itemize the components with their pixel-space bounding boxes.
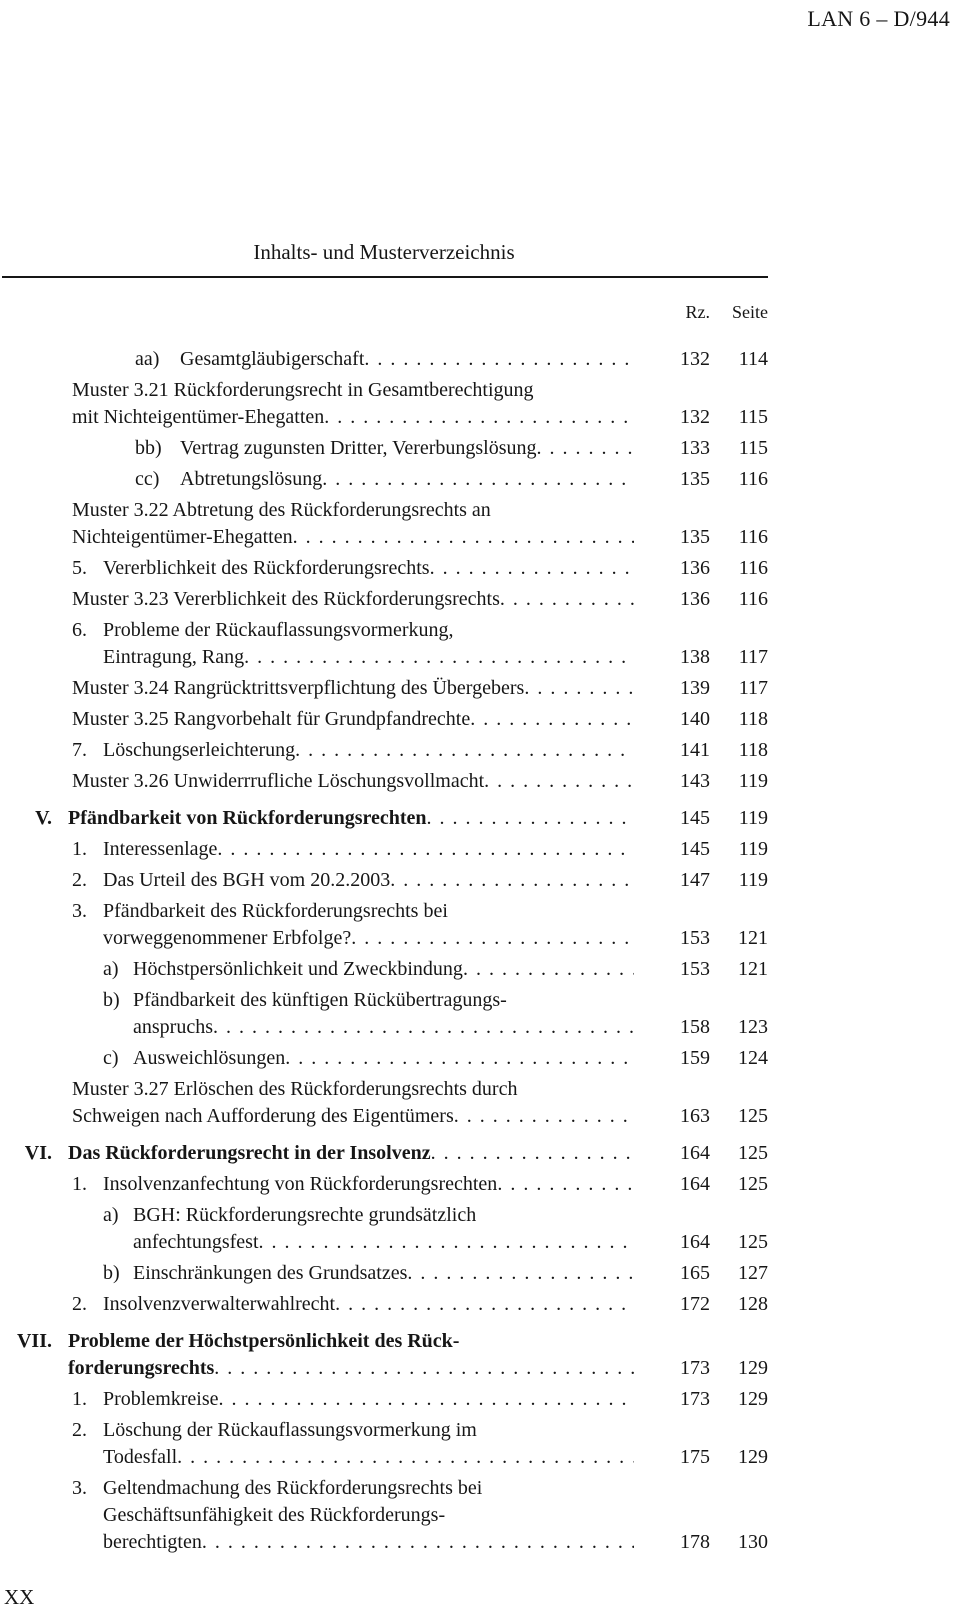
toc-row	[0, 1260, 768, 1287]
toc-row-text: Muster 3.25 Rangvorbehalt für Grundpfandrechte	[72, 708, 471, 730]
toc-row-label: a)	[103, 1204, 119, 1226]
dot-leader	[470, 706, 634, 733]
toc-row-label: V.	[35, 807, 52, 829]
toc-row-text: Problemkreise	[103, 1388, 219, 1410]
dot-leader	[335, 1291, 634, 1318]
toc-row	[0, 1529, 768, 1556]
toc-row	[0, 466, 768, 493]
dot-leader	[219, 1386, 634, 1413]
dot-leader	[322, 466, 634, 493]
toc-row-rz: 153	[680, 927, 710, 949]
toc-row-label: 2.	[72, 1419, 87, 1441]
toc-row-text: forderungsrechts	[68, 1357, 215, 1379]
toc-row	[0, 644, 768, 671]
toc-row	[0, 586, 768, 613]
toc-row-seite: 119	[738, 770, 768, 792]
toc-row-rz: 132	[680, 348, 710, 370]
toc-row	[0, 737, 768, 764]
toc-row-seite: 119	[738, 838, 768, 860]
toc-row-rz: 158	[680, 1016, 710, 1038]
toc-row-text: Löschung der Rückauflassungsvormerkung im	[103, 1419, 477, 1441]
toc-row-label: 1.	[72, 1173, 87, 1195]
toc-row-rz: 135	[680, 526, 710, 548]
dot-leader	[427, 805, 634, 832]
toc-row-text: mit Nichteigentümer-Ehegatten	[72, 406, 325, 428]
toc-row-rz: 147	[680, 869, 710, 891]
toc-row-seite: 121	[738, 927, 768, 949]
toc-row-seite: 119	[738, 869, 768, 891]
toc-row-text: Pfändbarkeit von Rückforderungsrechten	[68, 807, 427, 829]
toc-row-text: vorweggenommener Erbfolge?	[103, 927, 352, 949]
toc-row	[0, 1328, 768, 1355]
toc-row-text: Gesamtgläubigerschaft	[180, 348, 365, 370]
toc-row-text: Insolvenzanfechtung von Rückforderungsrechten	[103, 1173, 498, 1195]
toc-row-rz: 136	[680, 557, 710, 579]
toc-row-text: Ausweichlösungen	[133, 1047, 286, 1069]
dot-leader	[524, 675, 634, 702]
toc-row	[0, 1202, 768, 1229]
toc-row	[0, 898, 768, 925]
toc-row-seite: 116	[738, 468, 768, 490]
dot-leader	[497, 1171, 634, 1198]
toc-row-label: b)	[103, 1262, 120, 1284]
dot-leader	[537, 435, 634, 462]
dot-leader	[431, 1140, 634, 1167]
toc-row-rz: 145	[680, 807, 710, 829]
toc-list	[0, 336, 768, 1556]
toc-row-rz: 178	[680, 1531, 710, 1553]
toc-row	[0, 617, 768, 644]
toc-row-text: Höchstpersönlichkeit und Zweckbindung	[133, 958, 463, 980]
toc-row-seite: 114	[738, 348, 768, 370]
toc-row-label: aa)	[135, 348, 160, 370]
toc-row	[0, 1444, 768, 1471]
toc-row-seite: 123	[738, 1016, 768, 1038]
toc-row-seite: 115	[738, 437, 768, 459]
dot-leader	[202, 1529, 634, 1556]
dot-leader	[293, 524, 634, 551]
toc-row	[0, 805, 768, 832]
toc-row-seite: 116	[738, 588, 768, 610]
toc-row	[0, 1475, 768, 1502]
toc-row-label: cc)	[135, 468, 160, 490]
toc-row	[0, 435, 768, 462]
toc-row-text: Nichteigentümer-Ehegatten	[72, 526, 293, 548]
toc-row-seite: 125	[738, 1173, 768, 1195]
toc-row	[0, 1045, 768, 1072]
column-header-rz: Rz.	[685, 302, 710, 322]
toc-row-text: BGH: Rückforderungsrechte grundsätzlich	[133, 1204, 477, 1226]
toc-row	[0, 1355, 768, 1382]
dot-leader	[484, 768, 634, 795]
toc-row	[0, 1386, 768, 1413]
toc-row-seite: 117	[738, 646, 768, 668]
toc-row	[0, 768, 768, 795]
toc-row-text: Probleme der Rückauflassungsvormerkung,	[103, 619, 454, 641]
toc-row-text: Probleme der Höchstpersönlichkeit des Rück-	[68, 1330, 460, 1352]
page-number: XX	[4, 1585, 35, 1609]
toc-row-label: 5.	[72, 557, 87, 579]
toc-row	[0, 1014, 768, 1041]
toc-row-label: 6.	[72, 619, 87, 641]
dot-leader	[463, 956, 634, 983]
toc-row-text: Das Urteil des BGH vom 20.2.2003	[103, 869, 391, 891]
toc-row-seite: 130	[738, 1531, 768, 1553]
toc-row-text: Geltendmachung des Rückforderungsrechts bei	[103, 1477, 483, 1499]
toc-row-label: b)	[103, 989, 120, 1011]
toc-row-label: VII.	[16, 1330, 52, 1352]
toc-row-rz: 136	[680, 588, 710, 610]
toc-row-text: Pfändbarkeit des Rückforderungsrechts bei	[103, 900, 448, 922]
document-reference: LAN 6 – D/944	[807, 6, 950, 31]
toc-row-rz: 139	[680, 677, 710, 699]
toc-row	[0, 956, 768, 983]
toc-row-label: VI.	[24, 1142, 52, 1164]
toc-row-text: anfechtungsfest	[133, 1231, 259, 1253]
toc-row-rz: 138	[680, 646, 710, 668]
toc-row	[0, 1291, 768, 1318]
toc-row	[0, 404, 768, 431]
page-title: Inhalts- und Musterverzeichnis	[253, 240, 515, 264]
toc-row-rz: 153	[680, 958, 710, 980]
toc-row-seite: 118	[738, 708, 768, 730]
toc-row-seite: 129	[738, 1388, 768, 1410]
toc-row	[0, 1140, 768, 1167]
toc-row-label: 3.	[72, 900, 87, 922]
toc-row-label: a)	[103, 958, 119, 980]
toc-row-label: 1.	[72, 1388, 87, 1410]
toc-row	[0, 987, 768, 1014]
toc-row-rz: 173	[680, 1357, 710, 1379]
toc-row-seite: 127	[738, 1262, 768, 1284]
toc-row-seite: 116	[738, 526, 768, 548]
toc-row-text: Muster 3.23 Vererblichkeit des Rückforderungsrechts	[72, 588, 500, 610]
toc-row-text: Vertrag zugunsten Dritter, Vererbungslösung	[180, 437, 537, 459]
toc-row-seite: 117	[738, 677, 768, 699]
toc-row	[0, 706, 768, 733]
toc-row	[0, 836, 768, 863]
toc-row	[0, 346, 768, 373]
toc-row-rz: 163	[680, 1105, 710, 1127]
toc-row-seite: 116	[738, 557, 768, 579]
toc-row-rz: 141	[680, 739, 710, 761]
toc-row-seite: 121	[738, 958, 768, 980]
dot-leader	[295, 737, 634, 764]
title-rule	[2, 276, 768, 278]
toc-row-text: Muster 3.21 Rückforderungsrecht in Gesamtberechtigung	[72, 379, 534, 401]
toc-row	[0, 1171, 768, 1198]
toc-row-label: 3.	[72, 1477, 87, 1499]
column-header	[0, 302, 768, 323]
toc-row	[0, 925, 768, 952]
toc-row-text: Einschränkungen des Grundsatzes	[133, 1262, 408, 1284]
toc-row-rz: 173	[680, 1388, 710, 1410]
toc-row-rz: 175	[680, 1446, 710, 1468]
toc-row-text: Muster 3.24 Rangrücktrittsverpflichtung des Übergebers	[72, 677, 525, 699]
toc-row-rz: 164	[680, 1231, 710, 1253]
dot-leader	[177, 1444, 634, 1471]
toc-row-rz: 164	[680, 1142, 710, 1164]
toc-row	[0, 1502, 768, 1529]
toc-row-seite: 125	[738, 1105, 768, 1127]
dot-leader	[390, 867, 634, 894]
dot-leader	[500, 586, 634, 613]
toc-row	[0, 675, 768, 702]
toc-row-text: Muster 3.27 Erlöschen des Rückforderungsrechts durch	[72, 1078, 518, 1100]
toc-row-rz: 145	[680, 838, 710, 860]
toc-row-text: Vererblichkeit des Rückforderungsrechts	[103, 557, 430, 579]
dot-leader	[430, 555, 634, 582]
toc-row-rz: 143	[680, 770, 710, 792]
dot-leader	[351, 925, 634, 952]
toc-row-text: Pfändbarkeit des künftigen Rückübertragungs-	[133, 989, 507, 1011]
dot-leader	[214, 1355, 634, 1382]
toc-row-text: Insolvenzverwalterwahlrecht	[103, 1293, 336, 1315]
toc-row	[0, 377, 768, 404]
toc-row-rz: 140	[680, 708, 710, 730]
toc-row-text: Muster 3.22 Abtretung des Rückforderungsrechts an	[72, 499, 491, 521]
toc-row-text: Das Rückforderungsrecht in der Insolvenz	[68, 1142, 431, 1164]
toc-row-text: Eintragung, Rang	[103, 646, 245, 668]
dot-leader	[217, 836, 634, 863]
dot-leader	[259, 1229, 634, 1256]
column-header-seite: Seite	[732, 302, 768, 322]
toc-row	[0, 1229, 768, 1256]
toc-row-text: Muster 3.26 Unwiderrrufliche Löschungsvollmacht	[72, 770, 485, 792]
dot-leader	[407, 1260, 634, 1287]
toc-row	[0, 1076, 768, 1103]
toc-row-text: Löschungserleichterung	[103, 739, 296, 761]
toc-row-seite: 119	[738, 807, 768, 829]
toc-row-seite: 129	[738, 1446, 768, 1468]
toc-row-text: Geschäftsunfähigkeit des Rückforderungs-	[103, 1504, 446, 1526]
toc-row-rz: 164	[680, 1173, 710, 1195]
dot-leader	[364, 346, 634, 373]
toc-row-label: c)	[103, 1047, 119, 1069]
toc-row-rz: 133	[680, 437, 710, 459]
toc-row-seite: 125	[738, 1231, 768, 1253]
toc-row-rz: 159	[680, 1047, 710, 1069]
dot-leader	[244, 644, 634, 671]
toc-row-text: berechtigten	[103, 1531, 202, 1553]
toc-row	[0, 867, 768, 894]
toc-row-label: bb)	[135, 437, 162, 459]
toc-row-text: anspruchs	[133, 1016, 213, 1038]
toc-row-seite: 115	[738, 406, 768, 428]
toc-row	[0, 1103, 768, 1130]
toc-row-seite: 128	[738, 1293, 768, 1315]
toc-row-label: 2.	[72, 1293, 87, 1315]
toc-row-seite: 124	[738, 1047, 768, 1069]
dot-leader	[324, 404, 634, 431]
toc-row	[0, 497, 768, 524]
toc-row-seite: 129	[738, 1357, 768, 1379]
dot-leader	[285, 1045, 634, 1072]
toc-row-rz: 172	[680, 1293, 710, 1315]
dot-leader	[454, 1103, 634, 1130]
toc-row-label: 1.	[72, 838, 87, 860]
toc-row-text: Todesfall	[103, 1446, 178, 1468]
toc-row-rz: 135	[680, 468, 710, 490]
toc-row-text: Interessenlage	[103, 838, 218, 860]
toc-row	[0, 1417, 768, 1444]
toc-row-rz: 132	[680, 406, 710, 428]
toc-row-text: Schweigen nach Aufforderung des Eigentümers	[72, 1105, 454, 1127]
toc-row	[0, 555, 768, 582]
dot-leader	[213, 1014, 634, 1041]
toc-row-label: 2.	[72, 869, 87, 891]
toc-row-label: 7.	[72, 739, 87, 761]
toc-row-seite: 118	[738, 739, 768, 761]
toc-row	[0, 524, 768, 551]
toc-row-rz: 165	[680, 1262, 710, 1284]
toc-row-text: Abtretungslösung	[180, 468, 323, 490]
toc-row-seite: 125	[738, 1142, 768, 1164]
